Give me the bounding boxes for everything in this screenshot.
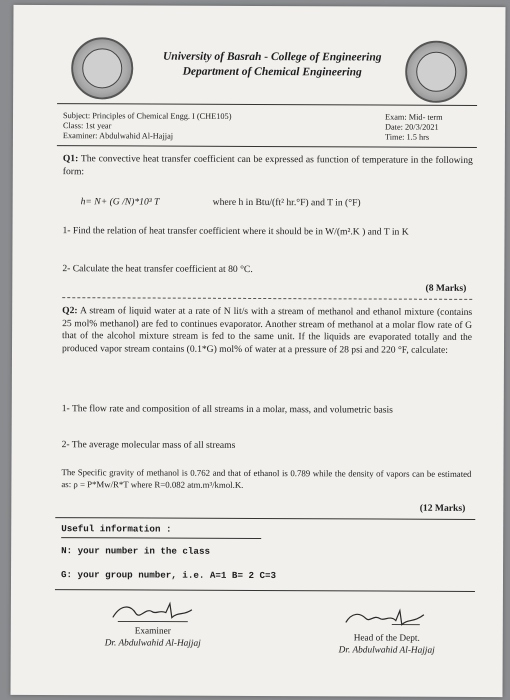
header-rule: [57, 103, 477, 106]
q2-part2: 2- The average molecular mass of all streams: [61, 439, 236, 451]
useful-info-g: G: your group number, i.e. A=1 B= 2 C=3: [60, 569, 277, 582]
exam-meta-right: [385, 113, 443, 143]
head-name: Dr. Abdulwahid Al-Hajjaj: [338, 645, 435, 656]
class-line: Class: 1st year: [62, 121, 112, 131]
q1-marks: (8 Marks): [425, 282, 467, 294]
college-seal-logo: [405, 41, 467, 103]
useful-rule-bottom: [55, 589, 475, 592]
exam-type-line: Exam: Mid- term: [385, 112, 443, 122]
q2-note: The Specific gravity of methanol is 0.762 and that of ethanol is 0.789 while the density of vapors can be estimated as: ρ = P*Mw/R*T where R=0.082 atm.m³/kmol.K.: [61, 467, 472, 490]
head-role: Head of the Dept.: [353, 633, 420, 644]
meta-rule: [57, 145, 477, 148]
q2-label: Q2:: [62, 305, 78, 317]
exam-meta-left: [63, 111, 232, 142]
time-line: Time: 1.5 hrs: [384, 132, 430, 142]
q1-intro-text: The convective heat transfer coefficient can be expressed as function of temperature in the following form:: [62, 153, 473, 177]
examiner-role: Examiner: [134, 626, 171, 637]
examiner-signature-block: [73, 597, 233, 650]
q2-marks: (12 Marks): [419, 502, 466, 514]
useful-heading-underline: [61, 537, 261, 539]
department-name: Department of Chemical Engineering: [182, 65, 362, 79]
q2-part1: 1- The flow rate and composition of all streams in a molar, mass, and volumetric basis: [61, 403, 393, 416]
date-line: Date: 20/3/2021: [384, 122, 439, 132]
q1-part2: 2- Calculate the heat transfer coefficient at 80 °C.: [62, 263, 253, 275]
q1-label: Q1:: [62, 153, 79, 165]
question-divider: [62, 297, 472, 300]
useful-info-n: N: your number in the class: [61, 545, 211, 557]
head-signature-mark: [342, 604, 432, 632]
exam-sheet: [10, 5, 505, 697]
examiner-signature-mark: [108, 597, 198, 625]
q2-intro-text: A stream of liquid water at a rate of N lit/s with a stream of methanol and ethanol mixture (contains 25 mol% methanol) are fed to continues evaporator. Another stream of methanol at a molar flow rate of G that of the alcohol mixture stream is fed to the same unit. If the liquids are evaporated totally and the produced vapor stream contains (0.1*G) mol% of water at a pressure of 28 psi and 220 °F, calculate:: [61, 305, 473, 356]
useful-rule-top: [55, 517, 475, 520]
examiner-name: Dr. Abdulwahid Al-Hajjaj: [104, 638, 201, 649]
university-logo: [71, 37, 133, 99]
subject-line: Subject: Principles of Chemical Engg. I (CHE105): [63, 111, 232, 121]
examiner-line: Examiner: Abdulwahid Al-Hajjaj: [62, 131, 174, 141]
head-signature-block: [307, 604, 467, 657]
university-name: University of Basrah - College of Engineering: [162, 50, 382, 64]
q1-intro: [63, 153, 473, 180]
q1-formula-units: where h in Btu/(ft² hr.°F) and T in (°F): [212, 196, 361, 209]
useful-info-heading: Useful information :: [61, 523, 172, 535]
q2-intro: [62, 305, 472, 357]
q1-formula: h= N+ (G /N)*10³ T: [80, 196, 160, 208]
exam-header: [143, 49, 401, 80]
q1-part1: 1- Find the relation of heat transfer coefficient where it should be in W/(m².K ) and T in K: [62, 225, 409, 238]
